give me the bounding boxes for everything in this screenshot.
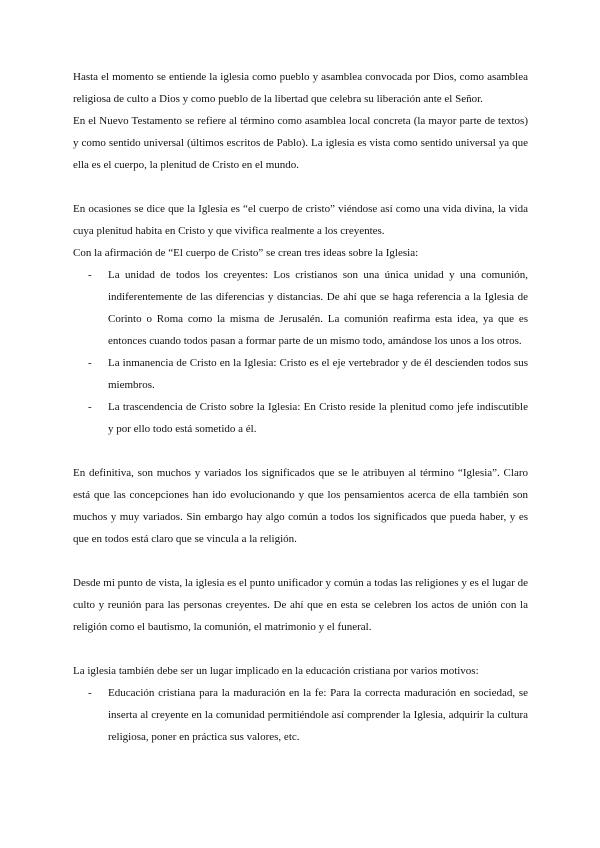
bullet-dash: -	[88, 269, 92, 281]
paragraph-7: La iglesia también debe ser un lugar implicado en la educación cristiana por varios motivos:	[73, 665, 479, 677]
paragraph-3: En ocasiones se dice que la Iglesia es “el cuerpo de cristo” viéndose así como una vida divina, la vida cuya plenitud habita en Cristo y que vivifica realmente a los creyentes.	[73, 203, 528, 237]
paragraph-6: Desde mi punto de vista, la iglesia es el punto unificador y común a todas las religiones y es el lugar de culto y reunión para las personas creyentes. De ahí que en esta se celebren los actos de unión con la religión como el bautismo, la comunión, el matrimonio y el funeral.	[73, 577, 528, 633]
bullet-dash: -	[88, 401, 92, 413]
list-item-text: Educación cristiana para la maduración en la fe: Para la correcta maduración en sociedad, se inserta al creyente en la comunidad permitiéndole así comprender la Iglesia, adquirir la cultura religiosa, poner en práctica sus valores, etc.	[108, 687, 528, 743]
list-item	[73, 264, 528, 352]
bullet-dash: -	[88, 357, 92, 369]
list-item	[73, 352, 528, 396]
list-item-text: La unidad de todos los creyentes: Los cristianos son una única unidad y una comunión, indiferentemente de las diferencias y distancias. De ahí que se haga referencia a la Iglesia de Corinto o Roma como la misma de Jerusalén. La comunión reafirma esta idea, ya que es entonces cuando todos pasan a formar parte de un mismo todo, amándose los unos a los otros.	[108, 269, 528, 347]
list-item-text: La inmanencia de Cristo en la Iglesia: Cristo es el eje vertebrador y de él descienden todos sus miembros.	[108, 357, 528, 391]
paragraph-gap	[73, 440, 528, 462]
paragraph-gap	[73, 176, 528, 198]
education-motives-list	[73, 682, 528, 748]
paragraph-gap	[73, 550, 528, 572]
body-of-christ-list	[73, 264, 528, 440]
paragraph-1: Hasta el momento se entiende la iglesia como pueblo y asamblea convocada por Dios, como asamblea religiosa de culto a Dios y como pueblo de la libertad que celebra su liberación ante el Señor.	[73, 71, 528, 105]
list-item-text: La trascendencia de Cristo sobre la Iglesia: En Cristo reside la plenitud como jefe indiscutible y por ello todo está sometido a él.	[108, 401, 528, 435]
paragraph-4: Con la afirmación de “El cuerpo de Cristo” se crean tres ideas sobre la Iglesia:	[73, 247, 419, 259]
paragraph-2: En el Nuevo Testamento se refiere al término como asamblea local concreta (la mayor parte de textos) y como sentido universal (últimos escritos de Pablo). La iglesia es vista como sentido universal ya que ella es el cuerpo, la plenitud de Cristo en el mundo.	[73, 115, 528, 171]
list-item	[73, 396, 528, 440]
paragraph-5: En definitiva, son muchos y variados los significados que se le atribuyen al término “Iglesia”. Claro está que las concepciones han ido evolucionando y que los pensamientos acerca de ella también son muchos y muy variados. Sin embargo hay algo común a todos los significados que pueda haber, y es que en todos está claro que se vincula a la religión.	[73, 467, 528, 545]
paragraph-gap	[73, 638, 528, 660]
list-item	[73, 682, 528, 748]
bullet-dash: -	[88, 687, 92, 699]
